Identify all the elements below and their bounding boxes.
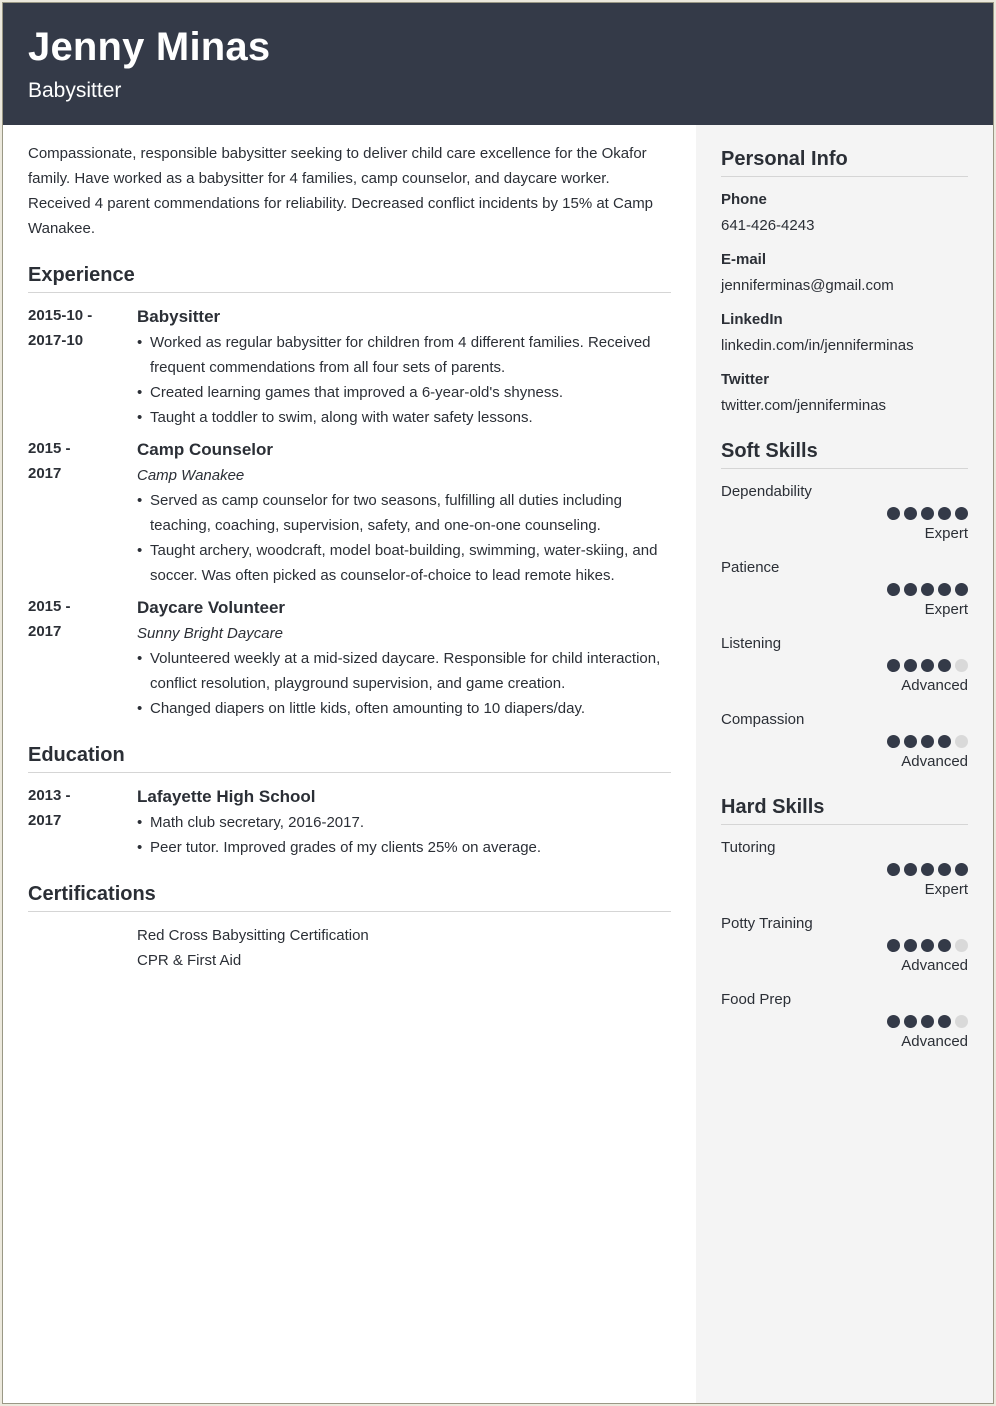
skill-item (721, 913, 968, 977)
skill-item (721, 709, 968, 773)
bullet-item: • Served as camp counselor for two seasons, fulfilling all duties including teaching, coaching, supervision, safety, and one-on-one counseling. (137, 488, 671, 538)
skill-name: Listening (721, 635, 782, 652)
rating-dot-filled (921, 939, 934, 952)
rating-dot-filled (904, 863, 917, 876)
certifications-heading: Certifications (28, 880, 671, 912)
rating-dot-filled (955, 863, 968, 876)
skill-item (721, 633, 968, 697)
rating-dot-filled (938, 583, 951, 596)
rating-dot-filled (955, 507, 968, 520)
certification-item: CPR & First Aid (137, 952, 242, 969)
rating-dot-filled (904, 735, 917, 748)
skill-rating (721, 863, 968, 877)
skill-rating (721, 507, 968, 521)
entry-date: 2015 - 2017 (28, 440, 71, 482)
rating-dot-filled (921, 735, 934, 748)
candidate-role: Babysitter (28, 79, 122, 102)
personal-info-heading: Personal Info (721, 145, 968, 177)
bullet-item: • Created learning games that improved a 6-year-old's shyness. (137, 380, 671, 405)
rating-dot-filled (904, 939, 917, 952)
entry-date: 2015-10 - 2017-10 (28, 307, 93, 349)
soft-skills-list (721, 481, 968, 773)
rating-dot-filled (921, 659, 934, 672)
skill-name: Potty Training (721, 915, 813, 932)
skill-level: Advanced (901, 677, 968, 694)
rating-dot-filled (904, 1015, 917, 1028)
education-heading: Education (28, 741, 671, 773)
skill-rating (721, 735, 968, 749)
skill-item (721, 837, 968, 901)
hard-skills-list (721, 837, 968, 1053)
personal-info-list (721, 189, 968, 417)
rating-dot-empty (955, 735, 968, 748)
rating-dot-filled (887, 863, 900, 876)
rating-dot-filled (921, 1015, 934, 1028)
skill-name: Tutoring (721, 839, 776, 856)
entry-body (137, 594, 671, 721)
rating-dot-filled (887, 507, 900, 520)
rating-dot-filled (887, 659, 900, 672)
rating-dot-filled (904, 659, 917, 672)
skill-rating (721, 1015, 968, 1029)
entry-title: Babysitter (137, 307, 221, 326)
rating-dot-filled (904, 583, 917, 596)
candidate-name: Jenny Minas (28, 25, 271, 69)
bullet-item: • Changed diapers on little kids, often amounting to 10 diapers/day. (137, 696, 671, 721)
entry-date: 2013 - 2017 (28, 787, 71, 829)
rating-dot-filled (887, 1015, 900, 1028)
info-label: LinkedIn (721, 311, 783, 328)
entry-row (28, 303, 671, 430)
education-list (28, 783, 671, 860)
skill-rating (721, 583, 968, 597)
entry-organization: Sunny Bright Daycare (137, 625, 283, 642)
entry-body (137, 783, 671, 860)
entry-body (137, 436, 671, 588)
rating-dot-filled (921, 507, 934, 520)
bullet-item: • Taught a toddler to swim, along with water safety lessons. (137, 405, 671, 430)
rating-dot-filled (938, 1015, 951, 1028)
rating-dot-filled (887, 939, 900, 952)
entry-row (28, 436, 671, 588)
entry-date: 2015 - 2017 (28, 598, 71, 640)
skill-level: Advanced (901, 1033, 968, 1050)
rating-dot-empty (955, 659, 968, 672)
main-column (28, 141, 671, 973)
sidebar (696, 125, 993, 1403)
bullet-item: • Math club secretary, 2016-2017. (137, 810, 671, 835)
skill-name: Patience (721, 559, 780, 576)
entry-organization: Camp Wanakee (137, 467, 245, 484)
entry-title: Camp Counselor (137, 440, 274, 459)
entry-bullets (137, 488, 671, 588)
skill-name: Food Prep (721, 991, 792, 1008)
entry-body (137, 303, 671, 430)
summary-text: Compassionate, responsible babysitter seeking to deliver child care excellence for the Okafor family. Have worked as a babysitter for 4 families, camp counselor, and daycare worker. Received 4 parent commendations for reliability. Decreased conflict incidents by 15% at Camp Wanakee. (28, 145, 654, 237)
entry-row (28, 594, 671, 721)
experience-heading: Experience (28, 261, 671, 293)
info-value: linkedin.com/in/jenniferminas (721, 337, 914, 354)
info-value: 641-426-4243 (721, 217, 815, 234)
entry-bullets (137, 646, 671, 721)
info-value: jenniferminas@gmail.com (721, 277, 894, 294)
skill-rating (721, 939, 968, 953)
skill-level: Advanced (901, 753, 968, 770)
experience-list (28, 303, 671, 721)
skill-level: Expert (924, 601, 968, 618)
resume-header (3, 3, 993, 125)
bullet-item: • Taught archery, woodcraft, model boat-building, swimming, water-skiing, and soccer. Was often picked as counselor-of-choice to lead remote hikes. (137, 538, 671, 588)
resume-page (2, 2, 994, 1404)
entry-bullets (137, 810, 671, 860)
entry-title: Daycare Volunteer (137, 598, 286, 617)
skill-item (721, 481, 968, 545)
entry-title: Lafayette High School (137, 787, 316, 806)
rating-dot-filled (955, 583, 968, 596)
soft-skills-heading: Soft Skills (721, 437, 968, 469)
rating-dot-filled (938, 863, 951, 876)
rating-dot-filled (921, 583, 934, 596)
skill-item (721, 989, 968, 1053)
skill-rating (721, 659, 968, 673)
skill-level: Advanced (901, 957, 968, 974)
bullet-item: • Peer tutor. Improved grades of my clients 25% on average. (137, 835, 671, 860)
skill-name: Compassion (721, 711, 805, 728)
rating-dot-filled (938, 659, 951, 672)
bullet-item: • Worked as regular babysitter for children from 4 different families. Received frequent commendations from all four sets of parents. (137, 330, 671, 380)
skill-level: Expert (924, 525, 968, 542)
info-label: Phone (721, 191, 767, 208)
rating-dot-empty (955, 1015, 968, 1028)
skill-item (721, 557, 968, 621)
rating-dot-filled (938, 939, 951, 952)
rating-dot-filled (904, 507, 917, 520)
entry-bullets (137, 330, 671, 430)
skill-level: Expert (924, 881, 968, 898)
bullet-item: • Volunteered weekly at a mid-sized daycare. Responsible for child interaction, conflict resolution, playground supervision, and game creation. (137, 646, 671, 696)
rating-dot-filled (887, 583, 900, 596)
certifications-list (28, 923, 671, 973)
rating-dot-filled (938, 735, 951, 748)
rating-dot-empty (955, 939, 968, 952)
rating-dot-filled (887, 735, 900, 748)
rating-dot-filled (938, 507, 951, 520)
skill-name: Dependability (721, 483, 812, 500)
entry-row (28, 783, 671, 860)
hard-skills-heading: Hard Skills (721, 793, 968, 825)
rating-dot-filled (921, 863, 934, 876)
certification-item: Red Cross Babysitting Certification (137, 927, 369, 944)
info-label: E-mail (721, 251, 767, 268)
info-value: twitter.com/jenniferminas (721, 397, 887, 414)
info-label: Twitter (721, 371, 770, 388)
